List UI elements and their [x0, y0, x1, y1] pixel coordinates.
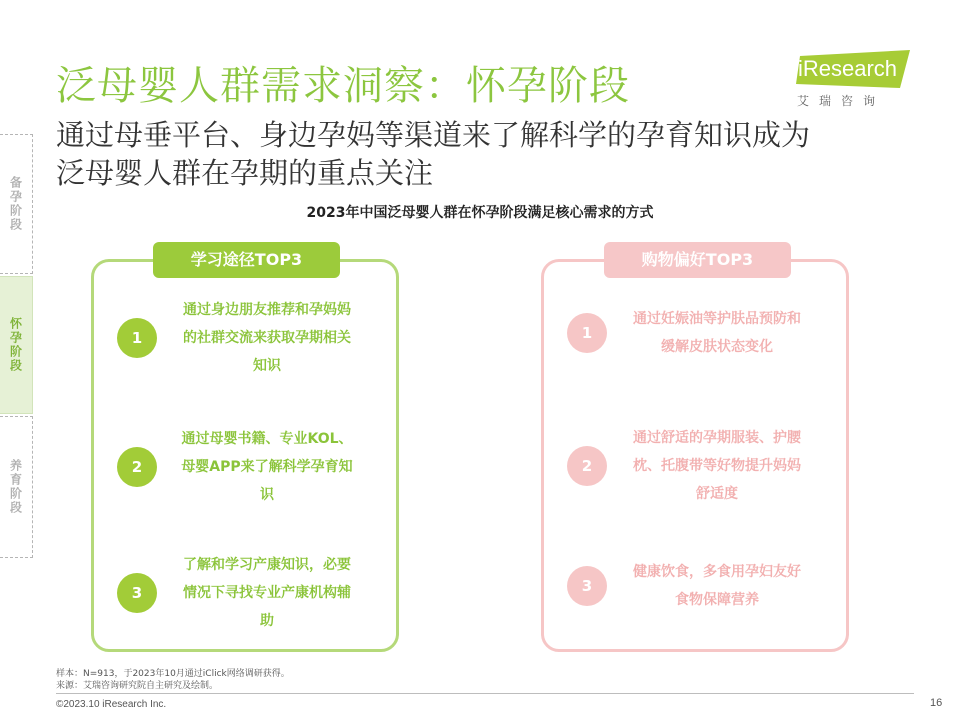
page-number: 16	[930, 697, 943, 709]
shopping-preferences-label: 购物偏好TOP3	[604, 242, 791, 278]
logo-subtext: 艾瑞咨询	[797, 94, 886, 108]
list-item	[567, 424, 807, 508]
figure-title: 2023年中国泛母婴人群在怀孕阶段满足核心需求的方式	[306, 205, 654, 221]
item-text: 通过母婴书籍、专业KOL、母婴APP来了解科学孕育知识	[181, 431, 353, 503]
subtitle-line-1: 通过母垂平台、身边孕妈等渠道来了解科学的孕育知识成为	[56, 118, 811, 152]
item-text: 健康饮食，多食用孕妇友好食物保障营养	[633, 564, 801, 608]
page-title: 泛母婴人群需求洞察：怀孕阶段	[56, 63, 630, 109]
number-badge: 1	[567, 313, 607, 353]
side-tab-label: 备孕阶段	[8, 176, 23, 232]
number-badge: 1	[117, 318, 157, 358]
list-item	[117, 425, 357, 509]
source-note: 来源：艾瑞咨询研究院自主研究及绘制。	[56, 681, 219, 691]
item-text: 通过舒适的孕期服装、护腰枕、托腹带等好物提升妈妈舒适度	[633, 430, 801, 502]
number-badge: 3	[117, 573, 157, 613]
item-text: 了解和学习产康知识，必要情况下寻找专业产康机构辅助	[183, 557, 351, 629]
number-badge: 3	[567, 566, 607, 606]
logo-wordmark: iResearch	[798, 56, 898, 81]
list-item	[567, 305, 807, 361]
footer-divider	[56, 693, 914, 694]
subtitle-line-2: 泛母婴人群在孕期的重点关注	[56, 156, 434, 190]
number-badge: 2	[117, 447, 157, 487]
item-text: 通过身边朋友推荐和孕妈妈的社群交流来获取孕期相关知识	[183, 302, 351, 374]
copyright: ©2023.10 iResearch Inc.	[56, 699, 167, 710]
item-text: 通过妊娠油等护肤品预防和缓解皮肤状态变化	[633, 311, 801, 355]
page-subtitle	[56, 116, 810, 192]
number-badge: 2	[567, 446, 607, 486]
list-item	[117, 551, 357, 635]
side-tab-pregnancy[interactable]	[0, 276, 33, 414]
list-item	[117, 296, 357, 380]
list-item	[567, 558, 807, 614]
side-tab-parenting[interactable]	[0, 416, 33, 558]
side-tab-label: 养育阶段	[8, 459, 23, 515]
side-tab-label: 怀孕阶段	[8, 317, 23, 373]
learning-channels-label: 学习途径TOP3	[153, 242, 340, 278]
sample-note: 样本：N=913，于2023年10月通过iClick网络调研获得。	[56, 669, 290, 679]
